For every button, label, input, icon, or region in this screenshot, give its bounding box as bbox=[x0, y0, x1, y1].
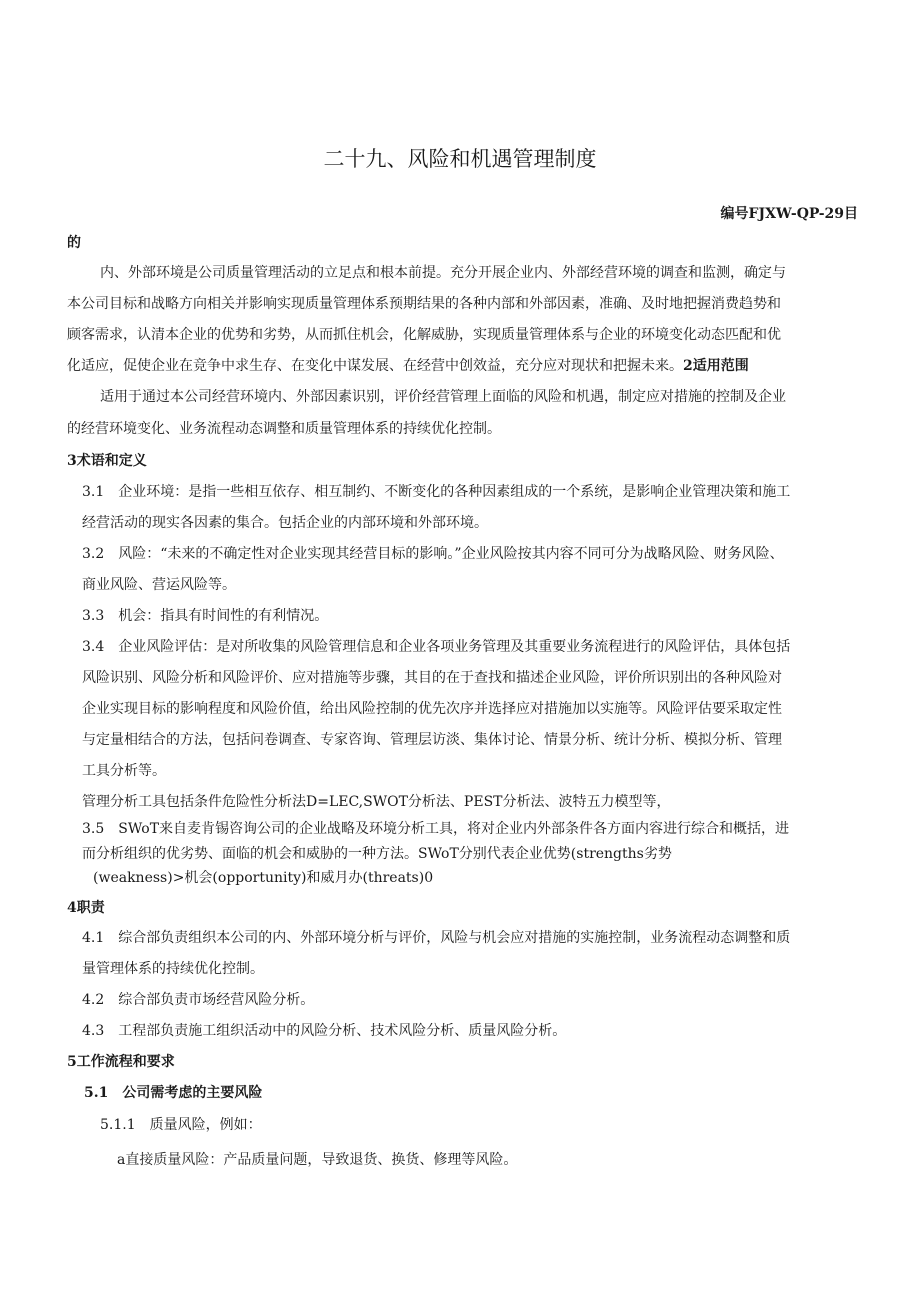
term-3-4-cont: 与定量相结合的方法，包括问卷调查、专家咨询、管理层访淡、集体讨论、情景分析、统计分析、模拟分析、管理 bbox=[82, 732, 782, 748]
term-3-4-cont: 企业实现目标的影响程度和风险价值，给出风险控制的优先次序并选择应对措施加以实施等。风险评估要采取定性 bbox=[82, 701, 782, 717]
term-3-5: 3.5 SWoT来自麦肯锡咨询公司的企业战略及环境分析工具，将对企业内外部条件各方面内容进行综合和概括，进 bbox=[82, 821, 790, 837]
scope-line: 适用于通过本公司经营环境内、外部因素识别，评价经营管理上面临的风险和机遇，制定应对措施的控制及企业 bbox=[100, 389, 786, 405]
flow-item-a: a直接质量风险：产品质量问题，导致退货、换货、修理等风险。 bbox=[117, 1152, 518, 1168]
purpose-line: 化适应，促使企业在竞争中求生存、在变化中谋发展、在经营中创效益，充分应对现状和把握未来。 bbox=[67, 358, 683, 374]
term-3-4-cont: 风险识别、风险分析和风险评价、应对措施等步骤，其目的在于查找和描述企业风险，评价所识别出的各种风险对 bbox=[82, 670, 782, 686]
page-title: 二十九、风险和机遇管理制度 bbox=[323, 147, 597, 171]
term-3-2-cont: 商业风险、营运风险等。 bbox=[82, 577, 236, 593]
document-number: 编号FJXW-QP-29目 bbox=[720, 206, 858, 222]
duty-4-1: 4.1 综合部负责组织本公司的内、外部环境分析与评价，风险与机会应对措施的实施控制，业务流程动态调整和质 bbox=[82, 930, 791, 946]
flow-5-1-1: 5.1.1 质量风险，例如： bbox=[100, 1117, 262, 1133]
term-3-2: 3.2 风险：“未来的不确定性对企业实现其经营目标的影响。”企业风险按其内容不同可分为战略风险、财务风险、 bbox=[82, 546, 784, 562]
duty-4-1-cont: 量管理体系的持续优化控制。 bbox=[82, 961, 264, 977]
flow-5-1: 5.1 公司需考虑的主要风险 bbox=[84, 1085, 263, 1101]
term-3-5-cont: (weakness)>机会(opportunity)和威月办(threats)0 bbox=[93, 870, 434, 886]
duty-4-2: 4.2 综合部负责市场经营风险分析。 bbox=[82, 992, 315, 1008]
flow-heading: 5工作流程和要求 bbox=[67, 1054, 175, 1070]
term-3-4: 3.4 企业风险评估：是对所收集的风险管理信息和企业各项业务管理及其重要业务流程进行的风险评估，具体包括 bbox=[82, 639, 791, 655]
term-3-1: 3.1 企业环境：是指一些相互依存、相互制约、不断变化的各种因素组成的一个系统，是影响企业管理决策和施工 bbox=[82, 484, 791, 500]
terms-heading: 3术语和定义 bbox=[67, 453, 147, 469]
purpose-line-with-heading bbox=[67, 357, 749, 375]
term-3-4-cont: 工具分析等。 bbox=[82, 763, 166, 779]
scope-heading: 2适用范围 bbox=[683, 358, 749, 374]
purpose-line: 本公司目标和战略方向相关并影响实现质量管理体系预期结果的各种内部和外部因素，准确、及时地把握消费趋势和 bbox=[67, 296, 781, 312]
duty-4-3: 4.3 工程部负责施工组织活动中的风险分析、技术风险分析、质量风险分析。 bbox=[82, 1023, 567, 1039]
duty-heading: 4职责 bbox=[67, 900, 105, 916]
purpose-line: 顾客需求，认清本企业的优势和劣势，从而抓住机会，化解威胁，实现质量管理体系与企业的环境变化动态匹配和优 bbox=[67, 327, 781, 343]
purpose-heading: 的 bbox=[67, 235, 81, 251]
term-3-5-cont: 而分析组织的优劣势、面临的机会和威胁的一种方法。SWoT分别代表企业优势(strengths劣势 bbox=[82, 846, 672, 862]
term-3-1-cont: 经营活动的现实各因素的集合。包括企业的内部环境和外部环境。 bbox=[82, 515, 488, 531]
scope-line: 的经营环境变化、业务流程动态调整和质量管理体系的持续优化控制。 bbox=[67, 421, 501, 437]
tools-line: 管理分析工具包括条件危险性分析法D=LEC,SWOT分析法、PEST分析法、波特五力模型等， bbox=[82, 794, 671, 810]
purpose-line: 内、外部环境是公司质量管理活动的立足点和根本前提。充分开展企业内、外部经营环境的调查和监测，确定与 bbox=[100, 265, 786, 281]
term-3-3: 3.3 机会：指具有时间性的有利情况。 bbox=[82, 608, 329, 624]
